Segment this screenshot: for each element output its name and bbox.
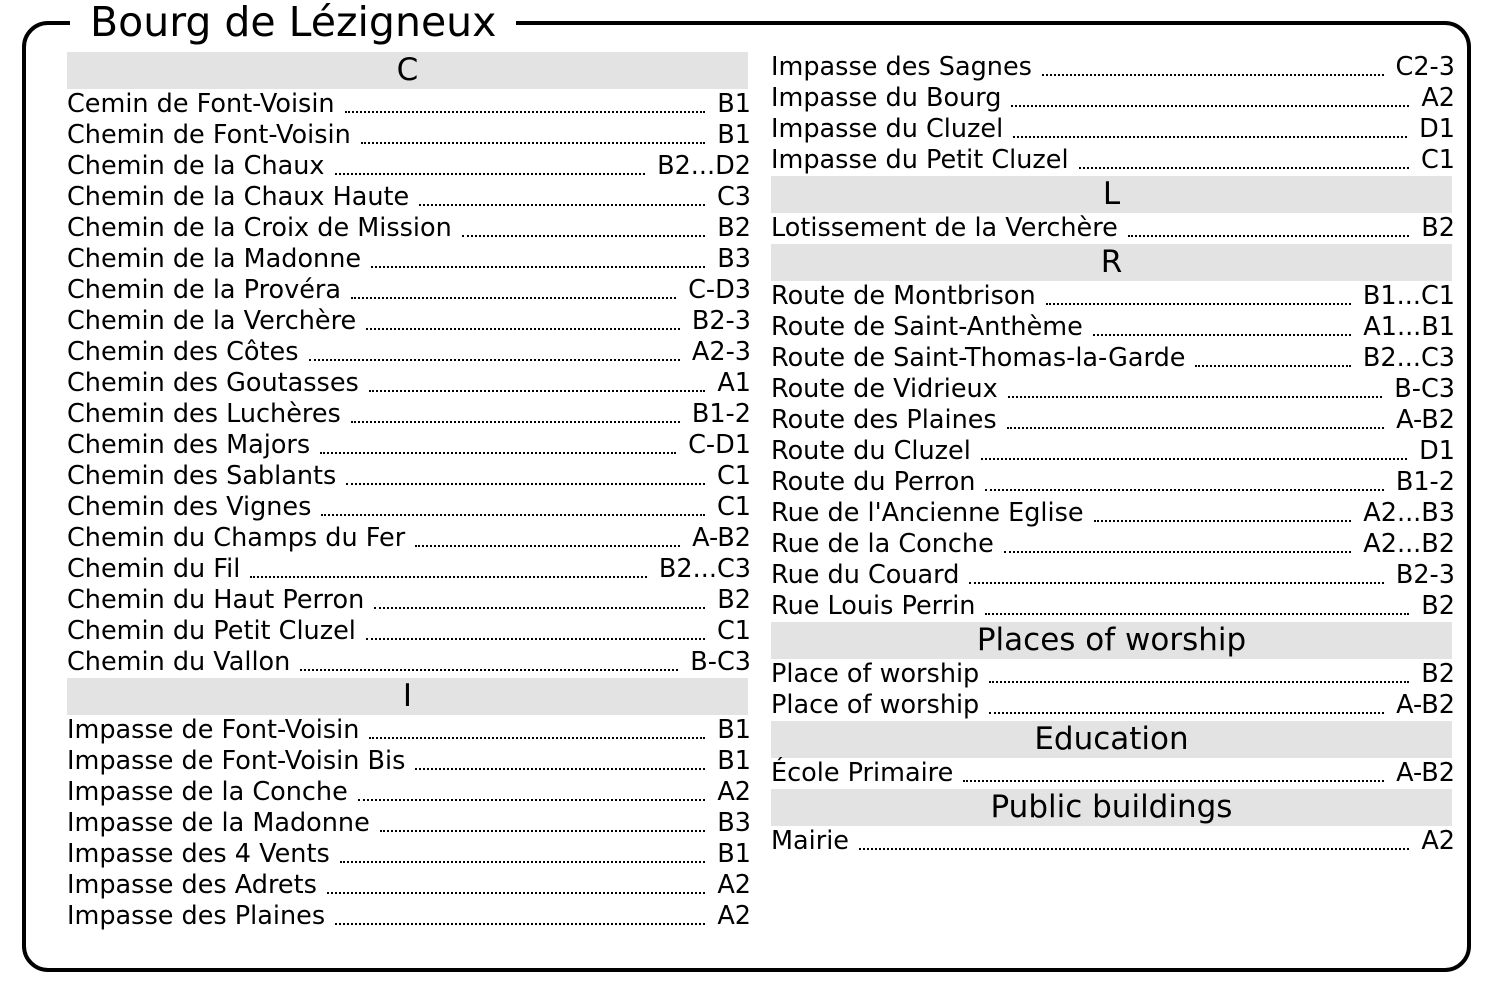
index-entry: [771, 83, 1455, 114]
street-name: Chemin des Sablants: [67, 461, 337, 491]
street-name: Chemin de la Chaux Haute: [67, 182, 410, 212]
street-name: Chemin du Champs du Fer: [67, 523, 406, 553]
grid-reference: C1: [1420, 145, 1455, 175]
dot-leader: [415, 768, 705, 770]
dot-leader: [309, 359, 680, 361]
dot-leader: [1046, 303, 1351, 305]
index-entry: [771, 281, 1455, 312]
index-entry: [67, 808, 751, 839]
dot-leader: [859, 848, 1409, 850]
index-entry: [67, 715, 751, 746]
grid-reference: A-B2: [1396, 405, 1455, 435]
grid-reference: B2: [1421, 659, 1455, 689]
index-entry: [67, 430, 751, 461]
index-entry: [771, 52, 1455, 83]
index-entry: [67, 89, 751, 120]
dot-leader: [1004, 551, 1352, 553]
grid-reference: A2: [717, 777, 751, 807]
dot-leader: [351, 297, 676, 299]
index-entry: [67, 151, 751, 182]
dot-leader: [346, 483, 705, 485]
left-column: [67, 52, 751, 932]
grid-reference: B2...C3: [1362, 343, 1455, 373]
grid-reference: A2: [717, 870, 751, 900]
grid-reference: B1: [717, 89, 751, 119]
dot-leader: [327, 892, 705, 894]
dot-leader: [462, 235, 706, 237]
street-name: Route du Perron: [771, 467, 976, 497]
dot-leader: [345, 111, 706, 113]
dot-leader: [1079, 167, 1409, 169]
index-entry: [771, 498, 1455, 529]
grid-reference: B2: [1421, 591, 1455, 621]
section-header: L: [771, 176, 1452, 213]
grid-reference: A2...B3: [1363, 498, 1455, 528]
index-entry: [67, 870, 751, 901]
grid-reference: B2: [717, 213, 751, 243]
street-name: Route de Vidrieux: [771, 374, 998, 404]
street-name: Place of worship: [771, 690, 980, 720]
index-entry: [67, 368, 751, 399]
dot-leader: [1042, 74, 1384, 76]
index-entry: [67, 461, 751, 492]
dot-leader: [419, 204, 705, 206]
dot-leader: [963, 780, 1384, 782]
index-entry: [67, 213, 751, 244]
street-name: Chemin des Luchères: [67, 399, 341, 429]
street-name: Rue de l'Ancienne Eglise: [771, 498, 1084, 528]
index-entry: [771, 145, 1455, 176]
section-header: I: [67, 678, 748, 715]
dot-leader: [358, 799, 706, 801]
dot-leader: [335, 923, 705, 925]
right-column: [771, 52, 1455, 857]
dot-leader: [374, 607, 705, 609]
grid-reference: A1...B1: [1363, 312, 1455, 342]
grid-reference: B1...C1: [1362, 281, 1455, 311]
grid-reference: B1: [717, 746, 751, 776]
street-name: Impasse de la Madonne: [67, 808, 370, 838]
street-name: Route des Plaines: [771, 405, 997, 435]
index-entry: [67, 746, 751, 777]
street-name: Impasse du Cluzel: [771, 114, 1004, 144]
street-name: Place of worship: [771, 659, 980, 689]
index-entry: [67, 777, 751, 808]
street-name: Chemin du Haut Perron: [67, 585, 365, 615]
street-name: Impasse de Font-Voisin Bis: [67, 746, 406, 776]
index-entry: [67, 554, 751, 585]
index-entry: [67, 306, 751, 337]
grid-reference: A2: [1421, 826, 1455, 856]
grid-reference: C-D3: [688, 275, 751, 305]
street-name: Impasse des Adrets: [67, 870, 317, 900]
grid-reference: C1: [716, 492, 751, 522]
grid-reference: B1-2: [691, 399, 751, 429]
grid-reference: C1: [716, 616, 751, 646]
section-header: Education: [771, 721, 1452, 758]
street-name: Chemin de la Chaux: [67, 151, 325, 181]
dot-leader: [1007, 427, 1384, 429]
dot-leader: [415, 545, 680, 547]
index-entry: [771, 114, 1455, 145]
street-name: Impasse des 4 Vents: [67, 839, 330, 869]
index-entry: [67, 901, 751, 932]
street-name: Rue du Couard: [771, 560, 960, 590]
dot-leader: [985, 613, 1409, 615]
grid-reference: A2-3: [691, 337, 751, 367]
index-entry: [67, 120, 751, 151]
index-entry: [771, 591, 1455, 622]
grid-reference: D1: [1419, 114, 1455, 144]
street-name: Impasse de la Conche: [67, 777, 348, 807]
street-name: Rue Louis Perrin: [771, 591, 976, 621]
index-entry: [771, 826, 1455, 857]
grid-reference: B1: [717, 839, 751, 869]
index-entry: [67, 182, 751, 213]
street-name: Chemin de la Verchère: [67, 306, 357, 336]
grid-reference: C2-3: [1395, 52, 1455, 82]
dot-leader: [969, 582, 1383, 584]
index-entry: [771, 529, 1455, 560]
index-entry: [67, 337, 751, 368]
index-entry: [67, 523, 751, 554]
dot-leader: [1094, 520, 1352, 522]
street-name: Route de Saint-Anthème: [771, 312, 1083, 342]
index-entry: [67, 616, 751, 647]
grid-reference: B1-2: [1395, 467, 1455, 497]
index-entry: [771, 436, 1455, 467]
index-entry: [67, 275, 751, 306]
street-name: Chemin des Côtes: [67, 337, 299, 367]
grid-reference: A1: [717, 368, 751, 398]
dot-leader: [361, 142, 706, 144]
street-name: Chemin des Majors: [67, 430, 311, 460]
dot-leader: [366, 638, 705, 640]
grid-reference: A2: [717, 901, 751, 931]
index-entry: [67, 647, 751, 678]
street-name: Chemin des Goutasses: [67, 368, 359, 398]
street-name: Impasse des Sagnes: [771, 52, 1032, 82]
grid-reference: A2: [1421, 83, 1455, 113]
index-entry: [771, 405, 1455, 436]
section-header: C: [67, 52, 748, 89]
section-header: Public buildings: [771, 789, 1452, 826]
grid-reference: B3: [717, 244, 751, 274]
dot-leader: [989, 681, 1409, 683]
section-header: R: [771, 244, 1452, 281]
grid-reference: C1: [716, 461, 751, 491]
index-entry: [771, 758, 1455, 789]
dot-leader: [351, 421, 680, 423]
dot-leader: [985, 489, 1383, 491]
dot-leader: [1128, 235, 1409, 237]
grid-reference: D1: [1419, 436, 1455, 466]
grid-reference: C-D1: [688, 430, 751, 460]
dot-leader: [369, 737, 705, 739]
street-name: Route du Cluzel: [771, 436, 971, 466]
dot-leader: [369, 390, 706, 392]
grid-reference: A-B2: [692, 523, 751, 553]
dot-leader: [1013, 136, 1407, 138]
section-header: Places of worship: [771, 622, 1452, 659]
index-title: Bourg de Lézigneux: [70, 0, 516, 44]
dot-leader: [371, 266, 705, 268]
street-name: Rue de la Conche: [771, 529, 994, 559]
street-name: Chemin des Vignes: [67, 492, 312, 522]
dot-leader: [380, 830, 706, 832]
index-entry: [771, 374, 1455, 405]
grid-reference: B2-3: [691, 306, 751, 336]
street-name: Chemin du Vallon: [67, 647, 291, 677]
index-entry: [67, 399, 751, 430]
index-entry: [771, 213, 1455, 244]
index-entry: [771, 690, 1455, 721]
grid-reference: B1: [717, 120, 751, 150]
street-name: Chemin de la Madonne: [67, 244, 362, 274]
street-name: Chemin de la Croix de Mission: [67, 213, 452, 243]
grid-reference: B2...C3: [658, 554, 751, 584]
dot-leader: [321, 514, 705, 516]
street-name: Impasse du Petit Cluzel: [771, 145, 1069, 175]
dot-leader: [250, 576, 647, 578]
grid-reference: B2...D2: [657, 151, 751, 181]
dot-leader: [1093, 334, 1352, 336]
street-name: Route de Saint-Thomas-la-Garde: [771, 343, 1186, 373]
street-name: Mairie: [771, 826, 849, 856]
street-name: Chemin du Fil: [67, 554, 241, 584]
street-name: Lotissement de la Verchère: [771, 213, 1118, 243]
street-name: Chemin de la Provéra: [67, 275, 341, 305]
grid-reference: B2: [717, 585, 751, 615]
grid-reference: A2...B2: [1363, 529, 1455, 559]
grid-reference: B1: [717, 715, 751, 745]
dot-leader: [1008, 396, 1382, 398]
grid-reference: A-B2: [1396, 690, 1455, 720]
index-entry: [67, 492, 751, 523]
dot-leader: [981, 458, 1407, 460]
index-entry: [67, 244, 751, 275]
grid-reference: B-C3: [690, 647, 751, 677]
street-name: Impasse de Font-Voisin: [67, 715, 360, 745]
grid-reference: B3: [717, 808, 751, 838]
street-name: Chemin du Petit Cluzel: [67, 616, 356, 646]
street-name: Route de Montbrison: [771, 281, 1036, 311]
street-name: Impasse des Plaines: [67, 901, 326, 931]
grid-reference: B2: [1421, 213, 1455, 243]
street-name: Impasse du Bourg: [771, 83, 1002, 113]
dot-leader: [989, 712, 1384, 714]
dot-leader: [1195, 365, 1350, 367]
street-name: Chemin de Font-Voisin: [67, 120, 351, 150]
grid-reference: B-C3: [1394, 374, 1455, 404]
grid-reference: B2-3: [1395, 560, 1455, 590]
dot-leader: [1011, 105, 1409, 107]
index-entry: [771, 467, 1455, 498]
index-entry: [771, 560, 1455, 591]
index-entry: [771, 659, 1455, 690]
dot-leader: [320, 452, 676, 454]
grid-reference: C3: [716, 182, 751, 212]
dot-leader: [340, 861, 706, 863]
dot-leader: [335, 173, 646, 175]
index-entry: [67, 839, 751, 870]
dot-leader: [366, 328, 680, 330]
index-entry: [771, 312, 1455, 343]
index-entry: [67, 585, 751, 616]
dot-leader: [300, 669, 678, 671]
grid-reference: A-B2: [1396, 758, 1455, 788]
street-name: Cemin de Font-Voisin: [67, 89, 335, 119]
street-name: École Primaire: [771, 758, 954, 788]
index-entry: [771, 343, 1455, 374]
